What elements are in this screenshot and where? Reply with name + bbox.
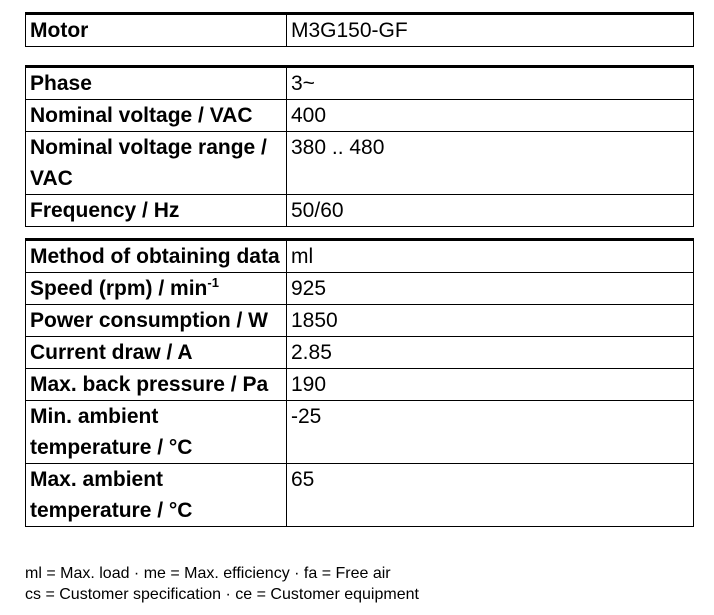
current-value: 2.85: [287, 337, 694, 369]
footnote-load: ml = Max. load · me = Max. efficiency · fa = Free air: [25, 565, 391, 582]
phase-value: 3~: [287, 67, 694, 100]
speed-value: 925: [287, 273, 694, 305]
motor-table: [25, 12, 694, 47]
speed-label: [26, 273, 287, 305]
table-row: [26, 464, 694, 527]
table-row: [26, 14, 694, 47]
current-label: Current draw / A: [26, 337, 287, 369]
phase-label: Phase: [26, 67, 287, 100]
table-row: [26, 273, 694, 305]
nominal-voltage-value: 400: [287, 100, 694, 132]
performance-table: [25, 238, 694, 527]
electrical-table: [25, 65, 694, 227]
table-row: [26, 305, 694, 337]
max-temp-value: 65: [287, 464, 694, 527]
nominal-voltage-range-value: 380 .. 480: [287, 132, 694, 195]
table-row: [26, 67, 694, 100]
table-row: [26, 195, 694, 227]
min-temp-value: -25: [287, 401, 694, 464]
nominal-voltage-label: Nominal voltage / VAC: [26, 100, 287, 132]
back-pressure-value: 190: [287, 369, 694, 401]
footnote-customer: cs = Customer specification · ce = Customer equipment: [25, 586, 419, 603]
table-row: [26, 401, 694, 464]
motor-label: Motor: [26, 14, 287, 47]
frequency-label: Frequency / Hz: [26, 195, 287, 227]
table-row: [26, 369, 694, 401]
method-label: Method of obtaining data: [26, 240, 287, 273]
power-label: Power consumption / W: [26, 305, 287, 337]
min-temp-label: Min. ambient temperature / °C: [26, 401, 287, 464]
back-pressure-label: Max. back pressure / Pa: [26, 369, 287, 401]
frequency-value: 50/60: [287, 195, 694, 227]
method-value: ml: [287, 240, 694, 273]
motor-value: M3G150-GF: [287, 14, 694, 47]
max-temp-label: Max. ambient temperature / °C: [26, 464, 287, 527]
power-value: 1850: [287, 305, 694, 337]
table-row: [26, 132, 694, 195]
table-row: [26, 100, 694, 132]
speed-label-text: Speed (rpm) / min: [30, 277, 208, 300]
nominal-voltage-range-label: Nominal voltage range / VAC: [26, 132, 287, 195]
table-row: [26, 240, 694, 273]
table-row: [26, 337, 694, 369]
speed-label-exponent: -1: [207, 275, 219, 290]
